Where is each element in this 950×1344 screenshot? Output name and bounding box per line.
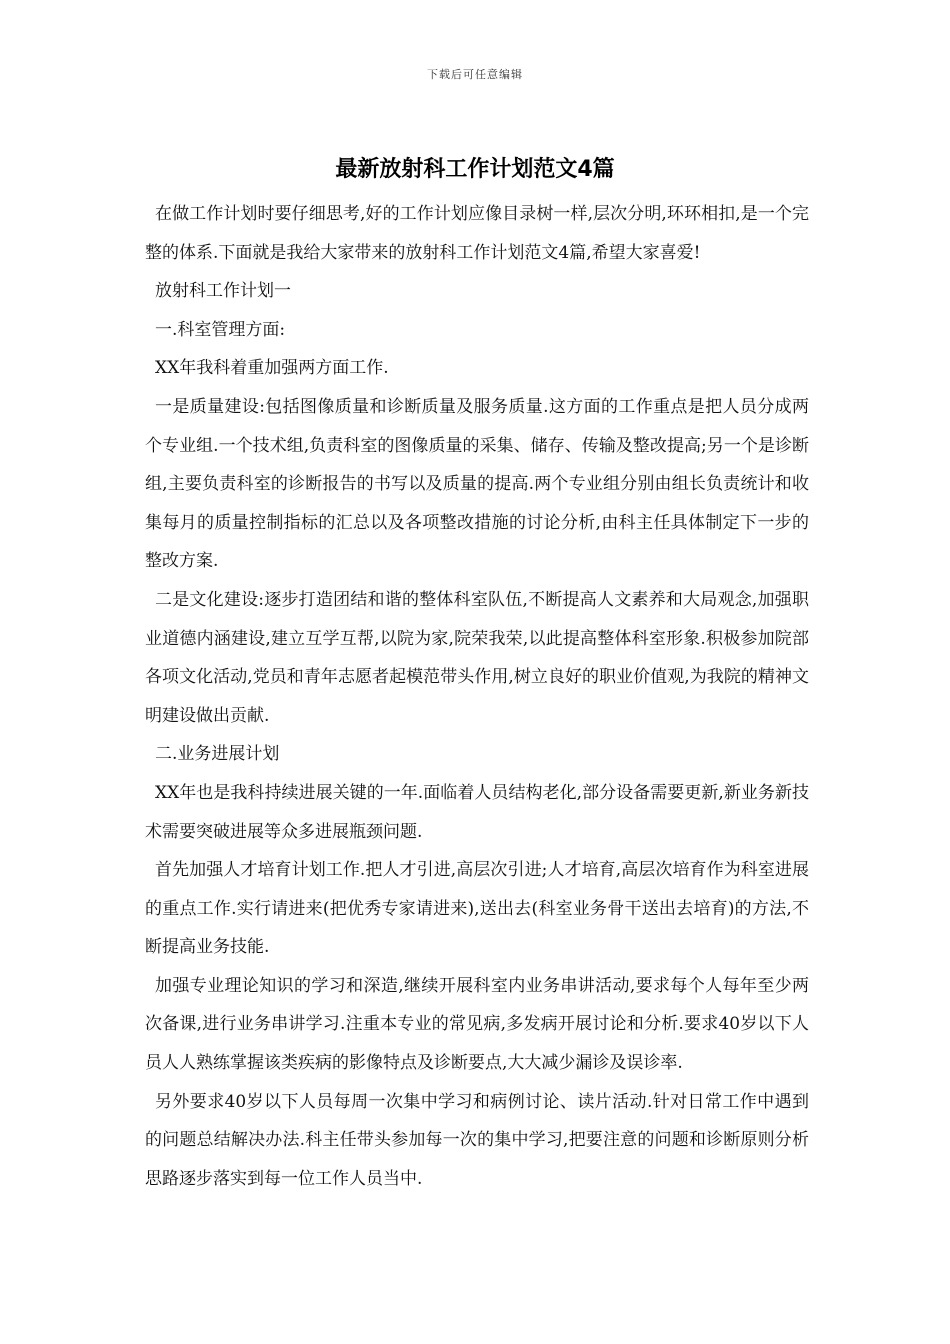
paragraph: 一是质量建设:包括图像质量和诊断质量及服务质量.这方面的工作重点是把人员分成两个专业组.一个技术组,负责科室的图像质量的采集、储存、传输及整改提高;另一个是诊断组,主要负责科室的诊断报告的书写以及质量的提高.两个专业组分别由组长负责统计和收集每月的质量控制指标的汇总以及各项整改措施的讨论分析,由科主任具体制定下一步的整改方案. xyxy=(145,396,809,572)
paragraph: 加强专业理论知识的学习和深造,继续开展科室内业务串讲活动,要求每个人每年至少两次备课,进行业务串讲学习.注重本专业的常见病,多发病开展讨论和分析.要求40岁以下人员人人熟练掌握该类疾病的影像特点及诊断要点,大大减少漏诊及误诊率. xyxy=(145,975,809,1074)
section-heading-management: 一.科室管理方面: xyxy=(155,319,286,340)
paragraph: 首先加强人才培育计划工作.把人才引进,高层次引进;人才培育,高层次培育作为科室进展的重点工作.实行请进来(把优秀专家请进来),送出去(科室业务骨干送出去培育)的方法,不断提高业务技能. xyxy=(145,860,809,958)
section-heading-plan-one: 放射科工作计划一 xyxy=(155,281,291,302)
paragraph: XX年也是我科持续进展关键的一年.面临着人员结构老化,部分设备需要更新,新业务新技术需要突破进展等众多进展瓶颈问题. xyxy=(145,782,809,842)
paragraph-intro: 在做工作计划时要仔细思考,好的工作计划应像目录树一样,层次分明,环环相扣,是一个完整的体系.下面就是我给大家带来的放射科工作计划范文4篇,希望大家喜爱! xyxy=(145,204,809,263)
document-body xyxy=(145,195,809,1198)
document-title: 最新放射科工作计划范文4篇 xyxy=(335,157,615,182)
header-note: 下载后可任意编辑 xyxy=(427,68,523,81)
paragraph: 二是文化建设:逐步打造团结和谐的整体科室队伍,不断提高人文素养和大局观念,加强职业道德内涵建设,建立互学互帮,以院为家,院荣我荣,以此提高整体科室形象.积极参加院部各项文化活动,党员和青年志愿者起模范带头作用,树立良好的职业价值观,为我院的精神文明建设做出贡献. xyxy=(145,589,809,726)
section-heading-business: 二.业务进展计划 xyxy=(155,744,280,765)
paragraph: XX年我科着重加强两方面工作. xyxy=(155,358,389,379)
paragraph: 另外要求40岁以下人员每周一次集中学习和病例讨论、读片活动.针对日常工作中遇到的问题总结解决办法.科主任带头参加每一次的集中学习,把要注意的问题和诊断原则分析思路逐步落实到每一位工作人员当中. xyxy=(145,1091,809,1189)
